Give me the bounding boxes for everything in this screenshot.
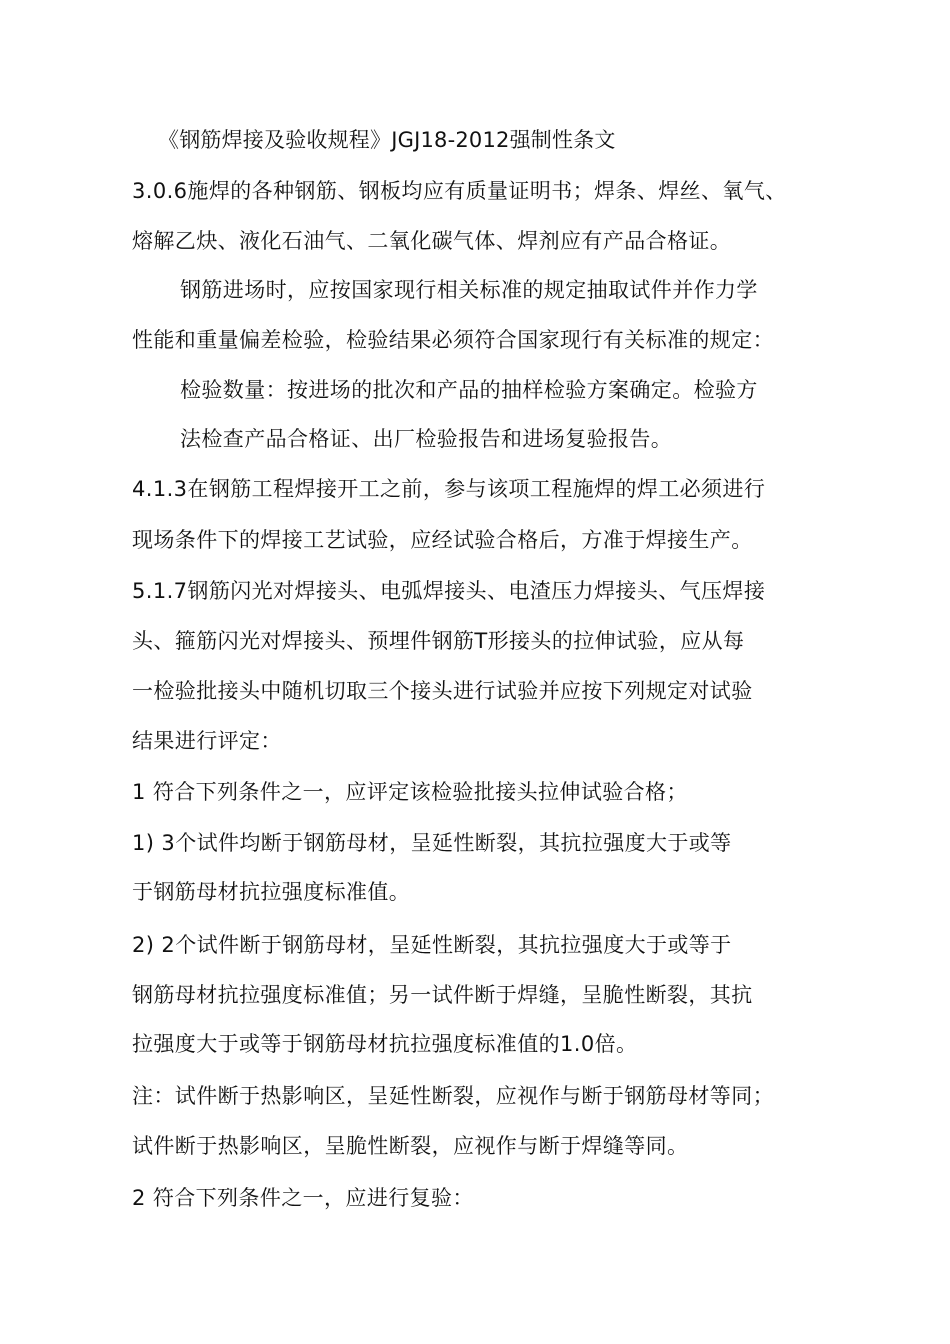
text-line: 现场条件下的焊接工艺试验，应经试验合格后，方准于焊接生产。 — [132, 528, 753, 552]
text-line: 一检验批接头中随机切取三个接头进行试验并应按下列规定对试验 — [132, 679, 753, 703]
text-line: 2) 2个试件断于钢筋母材，呈延性断裂，其抗拉强度大于或等于 — [132, 933, 732, 957]
text-line: 注：试件断于热影响区，呈延性断裂，应视作与断于钢筋母材等同； — [132, 1084, 774, 1108]
text-line: 熔解乙炔、液化石油气、二氧化碳气体、焊剂应有产品合格证。 — [132, 229, 732, 253]
text-line: 法检查产品合格证、出厂检验报告和进场复验报告。 — [180, 427, 673, 451]
document-title: 《钢筋焊接及验收规程》JGJ18-2012强制性条文 — [158, 128, 616, 152]
text-line: 结果进行评定： — [132, 729, 282, 753]
text-line: 性能和重量偏差检验，检验结果必须符合国家现行有关标准的规定： — [132, 328, 774, 352]
text-line: 头、箍筋闪光对焊接头、预埋件钢筋T形接头的拉伸试验，应从每 — [132, 629, 745, 653]
text-line: 2 符合下列条件之一，应进行复验： — [132, 1186, 474, 1210]
text-line: 钢筋母材抗拉强度标准值；另一试件断于焊缝，呈脆性断裂，其抗 — [132, 983, 753, 1007]
text-line: 钢筋进场时，应按国家现行相关标准的规定抽取试件并作力学 — [180, 278, 758, 302]
text-line: 3.0.6施焊的各种钢筋、钢板均应有质量证明书；焊条、焊丝、氧气、 — [132, 179, 787, 203]
text-line: 于钢筋母材抗拉强度标准值。 — [132, 880, 411, 904]
text-line: 检验数量：按进场的批次和产品的抽样检验方案确定。检验方 — [180, 378, 758, 402]
text-line: 1) 3个试件均断于钢筋母材，呈延性断裂，其抗拉强度大于或等 — [132, 831, 732, 855]
text-line: 4.1.3在钢筋工程焊接开工之前，参与该项工程施焊的焊工必须进行 — [132, 477, 766, 501]
text-line: 1 符合下列条件之一，应评定该检验批接头拉伸试验合格； — [132, 780, 688, 804]
text-line: 拉强度大于或等于钢筋母材抗拉强度标准值的1.0倍。 — [132, 1032, 638, 1056]
text-line: 试件断于热影响区，呈脆性断裂，应视作与断于焊缝等同。 — [132, 1134, 689, 1158]
text-line: 5.1.7钢筋闪光对焊接头、电弧焊接头、电渣压力焊接头、气压焊接 — [132, 579, 766, 603]
